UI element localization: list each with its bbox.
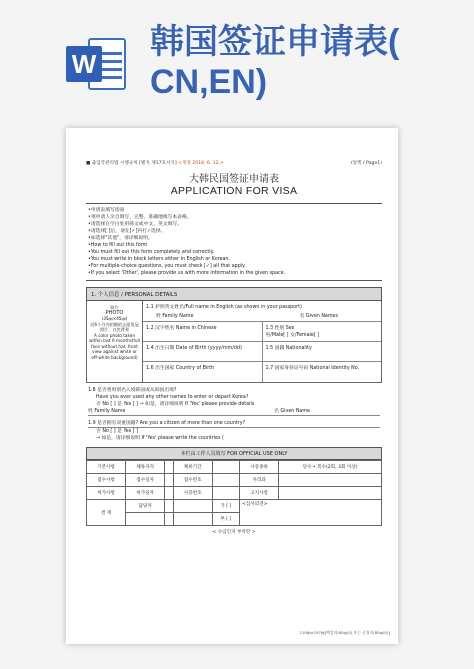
table-row: 허가사항 허가일자 사증번호 고지사항 <box>87 487 382 500</box>
banner-title <box>150 22 399 102</box>
dual-citizenship-detail: → 如是，请详细说明 If 'Yes' please write the countries ( <box>96 436 224 441</box>
dual-citizenship-answer: 否 No [ ] 是 Yes [ ] <box>96 429 139 434</box>
table-row: 접수사항 접수일자 접수번호 처리과 <box>87 474 382 487</box>
field-date-of-birth: 1.4 出生日期 Date of Birth (yyyy/mm/dd) <box>146 346 242 351</box>
form-content <box>86 160 382 535</box>
form-title-en: APPLICATION FOR VISA <box>170 185 298 197</box>
field-row-country-id <box>143 362 381 382</box>
header-banner <box>0 0 474 120</box>
instruction-line: •If you select 'Other', please provide us with more information in the given space. <box>88 271 286 276</box>
table-row: 기본사항 체류자격 체류기간 사증종류 단수 • 복수(2회, 3회 이상) <box>87 461 382 474</box>
question-dual-citizenship: 1.9 是否拥有双重国籍? Are you a citizen of more than one country? 否 No [ ] 是 Yes [ ] → 如是，请详细说明 If 'Yes' please write the countries ( <box>86 420 382 442</box>
field-family-name: 姓 Family Name <box>156 314 194 319</box>
stamp-area: < 수입인지 부착란 > <box>212 530 256 535</box>
section-personal-title: 1. 个人信息 / PERSONAL DETAILS <box>86 287 382 301</box>
field-row-dob-nationality <box>143 342 381 362</box>
banner-title-line2: CN,EN) <box>150 63 268 101</box>
instruction-line: •如选择"其他"，请详细说明。 <box>88 236 153 241</box>
form-header-left: ■ 출입국관리법 시행규칙 [별지 제17호서식] <개정 2018. 6. 12.> <box>86 161 224 166</box>
field-full-name: 1.1 护照英文姓名/Full name in English (as shown in your passport) 姓 Family Name 名 Given Names <box>143 301 381 322</box>
field-national-id: 1.7 国家身份证号码 National Identity No. <box>262 362 382 382</box>
other-given-name: 名 Given Name <box>274 409 310 414</box>
field-row-name-sex <box>143 322 381 342</box>
other-family-name: 姓 Family Name <box>88 409 126 414</box>
instruction-line: •You must fill out this form completely and correctly. <box>88 250 215 255</box>
office-use-title: 本栏由工作人员填写 FOR OFFICIAL USE ONLY <box>86 447 382 460</box>
field-sex: 1.3 性别 Sex 男/Male[ ] 女/Female[ ] <box>262 322 382 341</box>
table-row: 결 재 담당자 가 [ ] <심사의견> <box>87 500 382 513</box>
word-icon <box>66 38 126 90</box>
table-row: 부 [ ] <box>87 513 382 526</box>
sex-options: 男/Male[ ] 女/Female[ ] <box>265 333 320 338</box>
word-letter: W <box>66 46 102 82</box>
form-header-row <box>86 160 382 166</box>
form-title-cn: 大韩民国签证申请表 <box>189 174 279 185</box>
photo-box: 照片 PHOTO (35㎜×45㎜) 近6个月内拍摄的正面免冠照片，白色背景 A color photo taken within last 6 months(full face without hat, front view against white or off-white background) <box>87 301 143 382</box>
document-preview[interactable] <box>66 128 398 644</box>
other-names-answer: 否 No [ ] 是 Yes [ ] → 如是，请详细说明 If 'Yes' please provide details <box>96 402 255 407</box>
office-use-table <box>86 460 382 526</box>
instruction-line: •For multiple-choice questions, you must check [✓] all that apply. <box>88 264 246 269</box>
instruction-line: •申请表填写指南 <box>88 208 125 213</box>
instruction-line: •How to fill out this form <box>88 243 148 248</box>
paper-spec-footer: 210㎜×297㎜[백상지(80g/㎡) 또는 중질지(80g/㎡)] <box>299 630 390 635</box>
instruction-line: •请选择[ ]后，请在[✓]内打✓选择。 <box>88 229 166 234</box>
field-nationality: 1.5 国籍 Nationality <box>262 342 382 361</box>
instruction-line: •You must write in block letters either in English or Korean. <box>88 257 230 262</box>
instruction-line: •须申请人亲自填写，完整、准确地填写本表格。 <box>88 215 192 220</box>
banner-title-line1: 韩国签证申请表( <box>150 23 400 61</box>
personal-details-table <box>86 301 382 383</box>
instruction-line: •请选择在空白处用韩文或中文、英文填写。 <box>88 222 182 227</box>
field-given-names: 名 Given Names <box>299 314 338 319</box>
instructions-block <box>86 203 382 281</box>
field-country-of-birth: 1.6 出生国家 Country of Birth <box>146 366 215 371</box>
form-header-right: (앞쪽 / Page1) <box>351 161 382 166</box>
personal-fields <box>143 301 381 382</box>
question-other-names: 1.8 是否曾用别名入境韩国或从韩国出境? Have you ever used any other names to enter or depart Korea? 否 No [ ] 是 Yes [ ] → 如是，请详细说明 If 'Yes' please provide details 姓 Family Name 名 Given Name <box>86 387 382 416</box>
field-chinese-name: 1.2 汉字姓名 Name in Chinese <box>146 326 217 331</box>
